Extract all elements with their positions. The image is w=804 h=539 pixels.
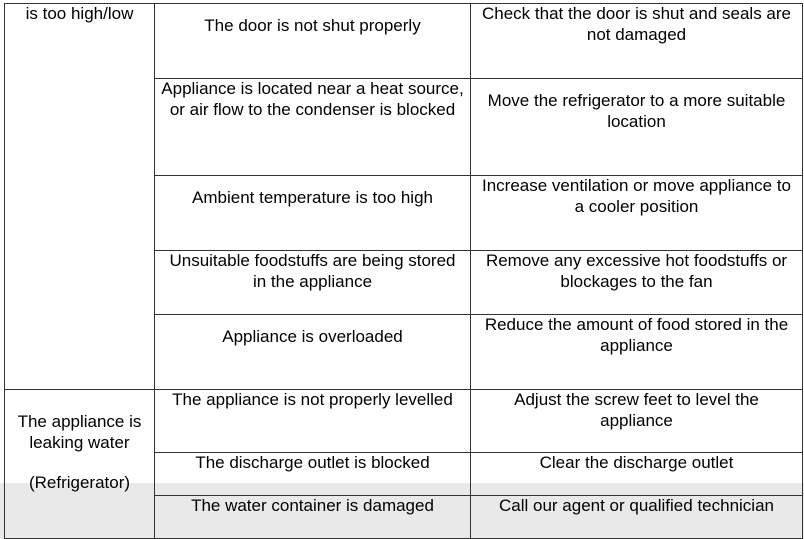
symptom-note: (Refrigerator): [28, 473, 131, 492]
cause-cell: Appliance is located near a heat source, or air flow to the condenser is blocked: [155, 79, 471, 176]
cause-cell: Ambient temperature is too high: [155, 176, 471, 251]
cause-cell: The appliance is not properly levelled: [155, 390, 471, 453]
cause-cell: The water container is damaged: [155, 496, 471, 539]
solution-cell: Check that the door is shut and seals are not damaged: [471, 4, 803, 79]
symptom-text: The appliance is leaking water: [17, 412, 142, 452]
solution-cell: Reduce the amount of food stored in the appliance: [471, 315, 803, 390]
solution-cell: Clear the discharge outlet: [471, 453, 803, 496]
troubleshooting-table: [4, 3, 803, 539]
symptom-text: is too high/low: [25, 4, 134, 23]
cause-cell: The door is not shut properly: [155, 4, 471, 79]
solution-cell: Adjust the screw feet to level the appliance: [471, 390, 803, 453]
cause-cell: Appliance is overloaded: [155, 315, 471, 390]
solution-cell: Increase ventilation or move appliance to a cooler position: [471, 176, 803, 251]
table-row: [5, 4, 803, 79]
solution-cell: Move the refrigerator to a more suitable location: [471, 79, 803, 176]
table-row: [5, 390, 803, 453]
symptom-cell: [5, 390, 155, 539]
cause-cell: Unsuitable foodstuffs are being stored in the appliance: [155, 251, 471, 315]
solution-cell: Remove any excessive hot foodstuffs or blockages to the fan: [471, 251, 803, 315]
solution-cell: Call our agent or qualified technician: [471, 496, 803, 539]
symptom-cell: [5, 4, 155, 390]
cause-cell: The discharge outlet is blocked: [155, 453, 471, 496]
